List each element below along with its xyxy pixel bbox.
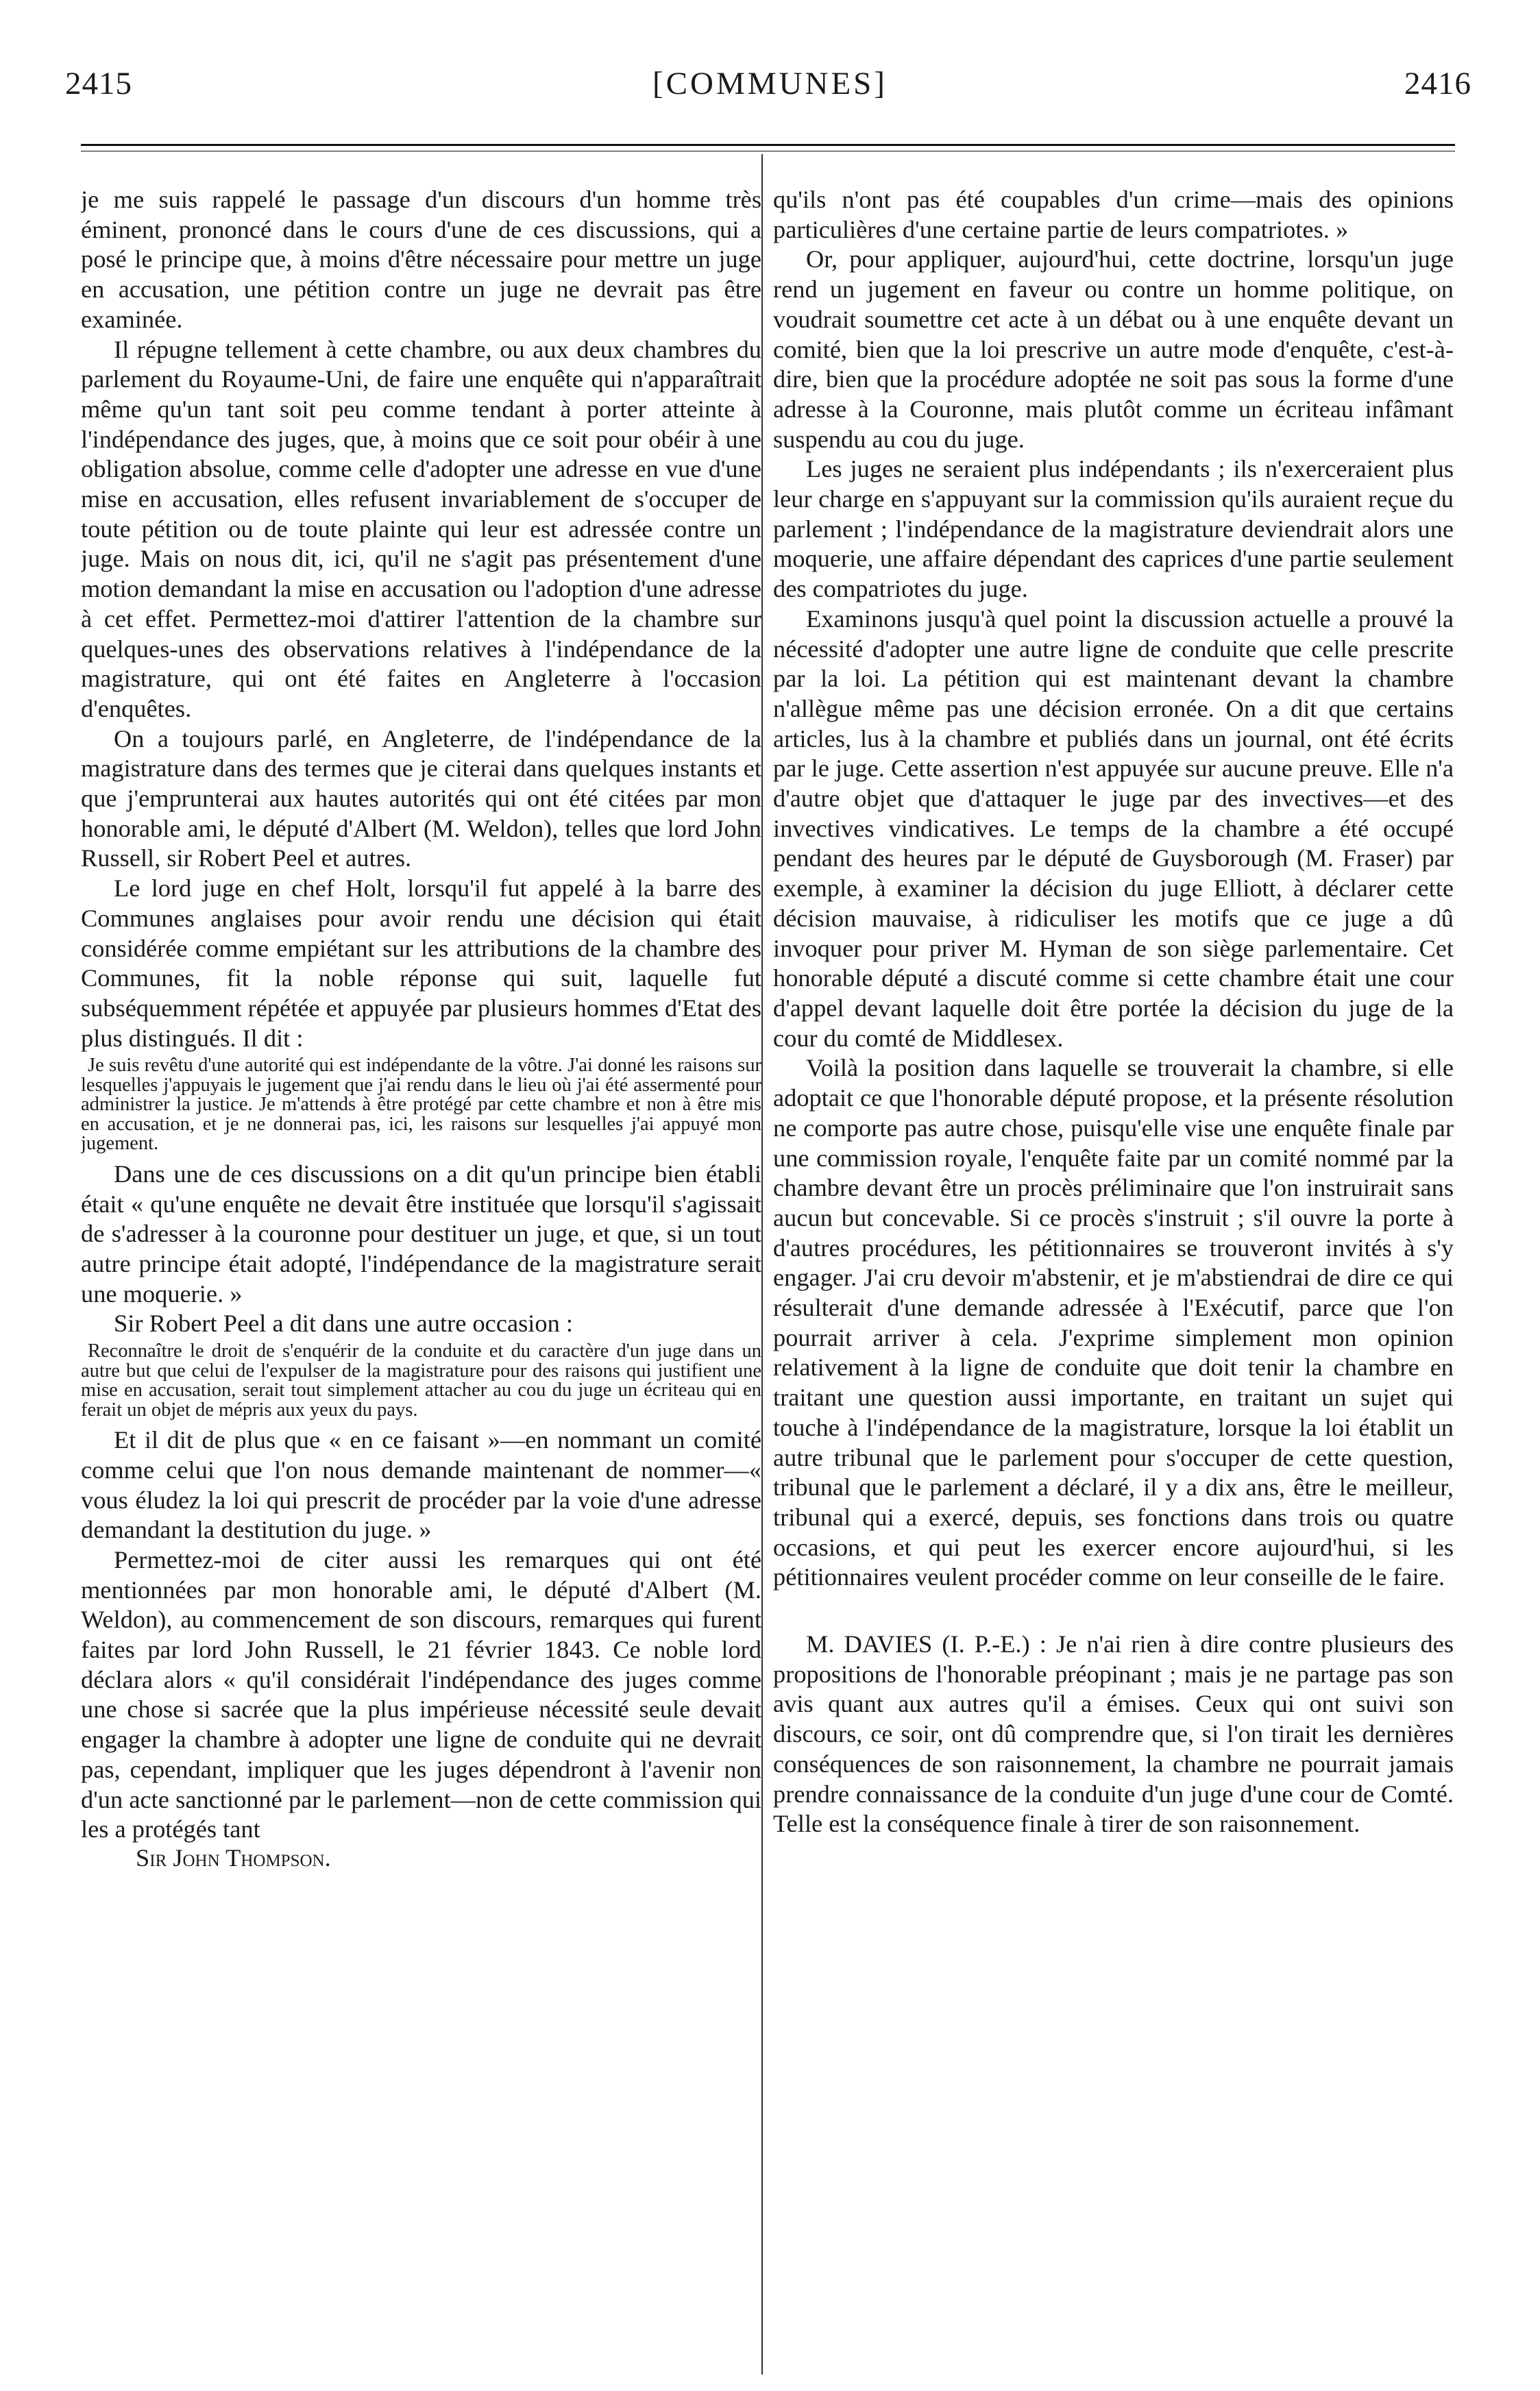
right-column — [773, 185, 1454, 2364]
page-number-right: 2416 — [1404, 66, 1471, 101]
block-quote: Reconnaître le droit de s'enquérir de la conduite et du caractère d'un juge dans un autre but que celui de l'expulser de la magistrature pour des raisons qui justifient une mise en accusation, serait tout simplement attacher au cou du juge un écriteau qui en ferait un objet de mépris aux yeux du pays. — [81, 1340, 761, 1421]
column-divider — [761, 154, 763, 2375]
paragraph: je me suis rappelé le passage d'un discours d'un homme très éminent, prononcé dans le cours d'une de ces discussions, qui a posé le principe que, à moins d'être nécessaire pour mettre un juge en accusation, une pétition contre un juge ne devrait pas être examinée. — [81, 186, 761, 333]
paragraph: qu'ils n'ont pas été coupables d'un crime—mais des opinions particulières d'une certaine partie de leurs compatriotes. » — [773, 186, 1454, 243]
header-rule-thick — [81, 144, 1455, 146]
speech-paragraph — [773, 1630, 1454, 1839]
speaker-signature: Sir John Thompson. — [136, 1843, 331, 1872]
block-quote: Je suis revêtu d'une autorité qui est indépendante de la vôtre. J'ai donné les raisons sur lesquelles j'appuyais le jugement que j'ai rendu dans le lieu où j'ai été assermenté pour administrer la justice. Je m'attends à être protégé par cette chambre et non à être mis en accusation, et je ne donnerai pas, ici, les raisons sur lesquelles j'ai appuyé mon jugement. — [81, 1055, 761, 1155]
paragraph: Sir Robert Peel a dit dans une autre occasion : — [114, 1310, 574, 1338]
speech-text: Je n'ai rien à dire contre plusieurs des propositions de l'honorable préopinant ; mais je ne partage pas son avis quant aux autres qu'il a émises. Ceux qui ont suivi son discours, ce soir, ont dû comprendre que, si l'on tirait les dernières conséquences de son raisonnement, la chambre ne pourrait jamais prendre connaissance de la conduite d'un juge d'une cour de Comté. Telle est la conséquence finale à tirer de son raisonnement. — [773, 1630, 1454, 1838]
page-header — [0, 65, 1540, 120]
paragraph: Il répugne tellement à cette chambre, ou aux deux chambres du parlement du Royaume-Uni, de faire une enquête qui n'apparaîtrait même qu'un tant soit peu comme tendant à porter atteinte à l'indépendance des juges, que, à moins que ce soit pour obéir à une obligation absolue, comme celle d'adopter une adresse en vue d'une mise en accusation, elles refusent invariablement de s'occuper de toute pétition ou de toute plainte qui leur est adressée contre un juge. Mais on nous dit, ici, qu'il ne s'agit pas présentement d'une motion demandant la mise en accusation ou l'adoption d'une adresse à cet effet. Permettez-moi d'attirer l'attention de la chambre sur quelques-unes des observations relatives à l'indépendance de la magistrature, qui ont été faites en Angleterre à l'occasion d'enquêtes. — [81, 335, 761, 722]
paragraph: Dans une de ces discussions on a dit qu'un principe bien établi était « qu'une enquête ne devait être instituée que lorsqu'il s'agissait de s'adresser à la couronne pour destituer un juge, et que, si un tout autre principe était adopté, l'indépendance de la magistrature serait une moquerie. » — [81, 1160, 761, 1308]
paragraph: Examinons jusqu'à quel point la discussion actuelle a prouvé la nécessité d'adopter une autre ligne de conduite que celle prescrite par la loi. La pétition qui est maintenant devant la chambre n'allègue même pas une décision erronée. On a dit que certains articles, lus à la chambre et publiés dans un journal, ont été écrits par le juge. Cette assertion n'est appuyée sur aucune preuve. Elle n'a d'autre objet que d'attaquer le juge par des invectives—et des invectives vindicatives. Le temps de la chambre a été occupé pendant des heures par le député de Guysborough (M. Fraser) par exemple, à examiner la décision du juge Elliott, à déclarer cette décision mauvaise, à ridiculiser les motifs que ce juge a dû invoquer pour priver M. Hyman de son siège parlementaire. Cet honorable député a discuté comme si cette chambre était une cour d'appel devant laquelle doit être portée la décision du juge de la cour du comté de Middlesex. — [773, 604, 1454, 1052]
paragraph: Et il dit de plus que « en ce faisant »—en nommant un comité comme celui que l'on nous demande maintenant de nommer—« vous éludez la loi qui prescrit de procéder par la voie d'une adresse demandant la destitution du juge. » — [81, 1426, 761, 1544]
paragraph: Voilà la position dans laquelle se trouverait la chambre, si elle adoptait ce que l'honorable député propose, et la présente résolution ne comporte pas autre chose, puisqu'elle vise une enquête finale par une commission royale, l'enquête faite par un comité nommé par la chambre devant être un procès préliminaire que l'on instruirait sans aucun but concevable. Si ce procès s'instruit ; s'il ouvre la porte à d'autres procédures, les pétitionnaires se trouveront invités à s'y engager. J'ai cru devoir m'abstenir, et je m'abstiendrai de dire ce qui résulterait d'une demande adressée à l'Exécutif, parce que l'on pourrait arriver à cela. J'exprime simplement mon opinion relativement à la ligne de conduite que doit tenir la chambre en traitant une question aussi importante, en traitant un sujet qui touche à l'indépendance de la magistrature, lorsque la loi établit un autre tribunal que le parlement pour s'occuper de cette question, tribunal que le parlement a déclaré, il y a dix ans, être le meilleur, tribunal qui a exercé, depuis, ses fonctions dans trois ou quatre occasions, et qui peut les exercer encore aujourd'hui, si les pétitionnaires veulent procéder comme on leur conseille de le faire. — [773, 1054, 1454, 1591]
paragraph: Le lord juge en chef Holt, lorsqu'il fut appelé à la barre des Communes anglaises pour avoir rendu une décision qui était considérée comme empiétant sur les attributions de la chambre des Communes, fit la noble réponse qui suit, laquelle fut subséquemment répétée et appuyée par plusieurs hommes d'Etat des plus distingués. Il dit : — [81, 874, 761, 1052]
page-number-left: 2415 — [65, 66, 132, 101]
left-column — [81, 185, 761, 2364]
speaker-name: M. DAVIES (I. P.-E.) : — [806, 1630, 1047, 1658]
paragraph: On a toujours parlé, en Angleterre, de l'indépendance de la magistrature dans des termes que je citerai dans quelques instants et que j'emprunterai aux hautes autorités qui ont été citées par mon honorable ami, le député d'Albert (M. Weldon), telles que lord John Russell, sir Robert Peel et autres. — [81, 724, 761, 872]
paragraph: Les juges ne seraient plus indépendants ; ils n'exerceraient plus leur charge en s'appuyant sur la commission qu'ils auraient reçue du parlement ; l'indépendance de la magistrature deviendrait alors une moquerie, une affaire dépendant des caprices d'une partie seulement des compatriotes du juge. — [773, 455, 1454, 603]
running-title: [COMMUNES] — [652, 66, 888, 101]
paragraph: Permettez-moi de citer aussi les remarques qui ont été mentionnées par mon honorable ami, le député d'Albert (M. Weldon), au commencement de son discours, remarques qui furent faites par lord John Russell, le 21 février 1843. Ce noble lord déclara alors « qu'il considérait l'indépendance des juges comme une chose si sacrée que la plus impérieuse nécessité seule devait engager la chambre à adopter une ligne de conduite qui ne devrait pas, cependant, impliquer que les juges dépendront à l'avenir non d'un acte sanctionné par le parlement—non de cette commission qui les a protégés tant — [81, 1545, 761, 1843]
paragraph: Or, pour appliquer, aujourd'hui, cette doctrine, lorsqu'un juge rend un jugement en faveur ou contre un homme politique, on voudrait soumettre cet acte à un débat ou à une enquête devant un comité, bien que la loi prescrive un autre mode d'enquête, c'est-à-dire, bien que la procédure adoptée ne soit pas sous la forme d'une adresse à la Couronne, mais plutôt comme un écriteau infâmant suspendu au cou du juge. — [773, 245, 1454, 453]
